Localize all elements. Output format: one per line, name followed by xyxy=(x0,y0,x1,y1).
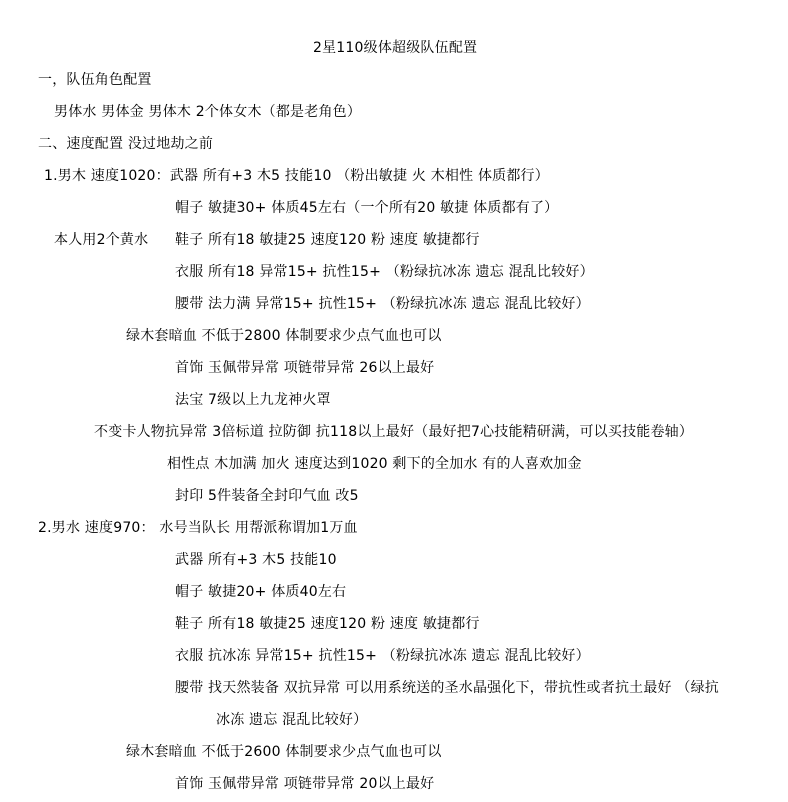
male-water-belt-line: 腰带 找天然装备 双抗异常 可以用系统送的圣水晶强化下，带抗性或者抗土最好 （绿抗 xyxy=(175,680,719,696)
male-wood-set-line: 绿木套暗血 不低于2800 体制要求少点气血也可以 xyxy=(126,328,442,344)
male-wood-jewelry-line: 首饰 玉佩带异常 项链带异常 26以上最好 xyxy=(175,360,435,376)
male-water-set-line: 绿木套暗血 不低于2600 体制要求少点气血也可以 xyxy=(126,744,442,760)
section-heading-team-roles: 一，队伍角色配置 xyxy=(38,72,152,88)
male-wood-seal-line: 封印 5件装备全封印气血 改5 xyxy=(175,488,359,504)
male-water-shoes-line: 鞋子 所有18 敏捷25 速度120 粉 速度 敏捷都行 xyxy=(175,616,480,632)
male-wood-weapon-line: 1.男木 速度1020：武器 所有+3 木5 技能10 （粉出敏捷 火 木相性 体质都行） xyxy=(44,168,549,184)
male-water-weapon-line: 武器 所有+3 木5 技能10 xyxy=(175,552,337,568)
male-wood-affinity-line: 相性点 木加满 加火 速度达到1020 剩下的全加水 有的人喜欢加金 xyxy=(167,456,582,472)
male-wood-belt-line: 腰带 法力满 异常15+ 抗性15+ （粉绿抗冰冻 遗忘 混乱比较好） xyxy=(175,296,590,312)
male-wood-artifact-line: 法宝 7级以上九龙神火罩 xyxy=(175,392,331,408)
male-water-hat-line: 帽子 敏捷20+ 体质40左右 xyxy=(175,584,347,600)
male-wood-shoes-line: 鞋子 所有18 敏捷25 速度120 粉 速度 敏捷都行 xyxy=(175,232,480,248)
team-roles-line: 男体水 男体金 男体木 2个体女木（都是老角色） xyxy=(54,104,362,120)
male-wood-clothes-line: 衣服 所有18 异常15+ 抗性15+ （粉绿抗冰冻 遗忘 混乱比较好） xyxy=(175,264,594,280)
male-wood-card-line: 不变卡人物抗异常 3倍标道 拉防御 抗118以上最好（最好把7心技能精研满，可以买技能卷轴） xyxy=(94,424,694,440)
male-water-clothes-line: 衣服 抗冰冻 异常15+ 抗性15+ （粉绿抗冰冻 遗忘 混乱比较好） xyxy=(175,648,590,664)
male-wood-hat-line: 帽子 敏捷30+ 体质45左右（一个所有20 敏捷 体质都有了） xyxy=(175,200,559,216)
section-heading-speed-config: 二、速度配置 没过地劫之前 xyxy=(38,136,214,152)
male-water-jewelry-line: 首饰 玉佩带异常 项链带异常 20以上最好 xyxy=(175,776,435,792)
male-water-belt-line-continued: 冰冻 遗忘 混乱比较好） xyxy=(216,712,368,728)
male-water-heading-line: 2.男水 速度970： 水号当队长 用帮派称谓加1万血 xyxy=(38,520,358,536)
side-note-two-yellow-water: 本人用2个黄水 xyxy=(54,232,149,248)
document-title: 2星110级体超级队伍配置 xyxy=(313,40,478,56)
